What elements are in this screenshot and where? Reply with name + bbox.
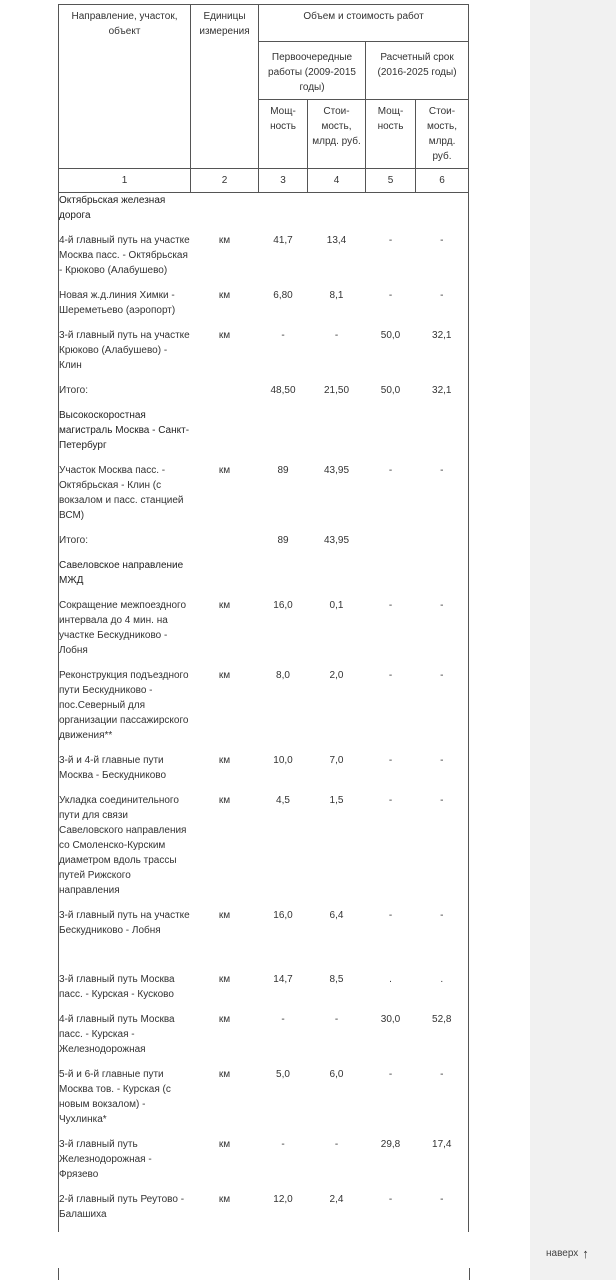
section-title: Высокоскоростная магистраль Москва - Санкт-Петербург: [59, 408, 191, 463]
table-row: [59, 1137, 469, 1192]
power-2009-2015: 41,7: [273, 235, 293, 246]
cost-2016-2025: -: [416, 233, 469, 288]
power-2009-2015: 6,80: [273, 290, 293, 301]
table-row: [59, 598, 469, 668]
unit-cell: км: [218, 795, 231, 806]
power-2016-2025: .: [389, 974, 392, 985]
power-2009-2015: -: [281, 1139, 285, 1150]
cost-2009-2015: 21,50: [323, 385, 350, 396]
cost-2009-2015: -: [334, 1139, 339, 1150]
object-name: 4-й главный путь Москва пасс. - Курская - Железнодорожная: [59, 1012, 191, 1067]
empty-cell: [308, 408, 366, 463]
empty-cell: [191, 193, 259, 234]
cost-2009-2015: 8,5: [329, 974, 344, 985]
total-row: [59, 383, 469, 408]
table-row: [59, 908, 469, 972]
power-2009-2015: 48,50: [270, 385, 296, 396]
cost-2009-2015: 8,1: [329, 290, 344, 301]
scroll-to-top-button[interactable]: [546, 1244, 610, 1262]
cost-2016-2025: .: [416, 972, 469, 1012]
object-name: 5-й и 6-й главные пути Москва тов. - Курская (с новым вокзалом) - Чухлинка*: [59, 1067, 191, 1137]
header-priority-works: Первоочередные работы (2009-2015 годы): [259, 42, 366, 100]
cost-2009-2015: 1,5: [329, 795, 344, 806]
empty-cell: [416, 193, 469, 234]
power-2016-2025: 30,0: [380, 1014, 401, 1025]
empty-cell: [308, 558, 366, 598]
power-2016-2025: -: [388, 290, 393, 301]
header-volume-cost: Объем и стоимость работ: [259, 5, 469, 42]
section-row: [59, 408, 469, 463]
unit-cell: км: [218, 600, 231, 611]
empty-cell: [259, 408, 308, 463]
unit-cell: км: [218, 755, 231, 766]
object-name: Укладка соединительного пути для связи Савеловского направления со Смоленско-Курским диаметром вдоль трассы путей Рижского направления: [59, 793, 191, 908]
section-row: [59, 558, 469, 598]
table-row: [59, 1192, 469, 1232]
cost-2009-2015: 2,0: [329, 670, 344, 681]
cost-2009-2015: 2,4: [329, 1194, 344, 1205]
power-2016-2025: [366, 533, 416, 558]
object-name: 3-й главный путь на участке Крюково (Алабушево) - Клин: [59, 328, 191, 383]
cost-2009-2015: 43,95: [323, 535, 350, 546]
right-margin-pane: [530, 0, 616, 1280]
power-2009-2015: 89: [277, 465, 289, 476]
col-number: 3: [259, 169, 308, 193]
cost-2009-2015: 6,0: [329, 1069, 344, 1080]
empty-cell: [416, 558, 469, 598]
object-name: Реконструкция подъездного пути Бескудниково - пос.Северный для организации пассажирского движения**: [59, 668, 191, 753]
object-name: Итого:: [59, 383, 191, 408]
power-2016-2025: -: [388, 600, 393, 611]
table-row: [59, 463, 469, 533]
unit-cell: км: [218, 1194, 231, 1205]
power-2016-2025: 29,8: [380, 1139, 401, 1150]
section-row: [59, 193, 469, 234]
power-2016-2025: -: [388, 755, 393, 766]
table-row: [59, 753, 469, 793]
cost-2009-2015: 7,0: [329, 755, 344, 766]
cost-2016-2025: [416, 533, 469, 558]
empty-cell: [259, 558, 308, 598]
unit-cell: км: [218, 1069, 231, 1080]
cost-2016-2025: -: [416, 753, 469, 793]
unit-cell: км: [218, 974, 231, 985]
power-2016-2025: 50,0: [380, 385, 401, 396]
cost-2009-2015: 13,4: [326, 235, 347, 246]
header-power-1: Мощ-ность: [259, 100, 308, 169]
total-row: [59, 533, 469, 558]
cost-2009-2015: -: [334, 330, 339, 341]
cost-2009-2015: 43,95: [323, 465, 350, 476]
power-2016-2025: -: [388, 910, 393, 921]
unit-cell: [191, 383, 259, 408]
empty-cell: [259, 193, 308, 234]
col-number: 1: [59, 169, 191, 193]
header-cost-1: Стои-мость, млрд. руб.: [308, 100, 366, 169]
header-units: Единицы измерения: [191, 5, 259, 169]
power-2016-2025: -: [388, 465, 393, 476]
section-title: Савеловское направление МЖД: [59, 558, 191, 598]
power-2016-2025: -: [388, 795, 393, 806]
header-direction: Направление, участок, объект: [59, 5, 191, 169]
unit-cell: км: [218, 670, 231, 681]
header-cost-2: Стои-мость, млрд. руб.: [416, 100, 469, 169]
scroll-to-top-label: наверх: [546, 1247, 579, 1259]
power-2009-2015: 16,0: [273, 600, 293, 611]
empty-cell: [366, 558, 416, 598]
cost-2009-2015: 6,4: [329, 910, 344, 921]
cost-2016-2025: -: [416, 668, 469, 753]
power-2016-2025: 50,0: [380, 330, 401, 341]
power-2009-2015: -: [281, 1014, 285, 1025]
table-row: [59, 233, 469, 288]
empty-cell: [308, 193, 366, 234]
cost-2016-2025: -: [416, 463, 469, 533]
power-2009-2015: 4,5: [276, 795, 290, 806]
object-name: 3-й главный путь Железнодорожная - Фрязево: [59, 1137, 191, 1192]
power-2016-2025: -: [388, 670, 393, 681]
header-power-2: Мощ-ность: [366, 100, 416, 169]
unit-cell: км: [218, 235, 231, 246]
cost-2016-2025: 32,1: [416, 383, 469, 408]
object-name: 3-й главный путь Москва пасс. - Курская - Кусково: [59, 972, 191, 1012]
table-row: [59, 668, 469, 753]
object-name: Сокращение межпоездного интервала до 4 мин. на участке Бескудниково - Лобня: [59, 598, 191, 668]
object-name: 3-й главный путь на участке Бескудниково - Лобня: [59, 908, 191, 972]
unit-cell: км: [218, 1139, 231, 1150]
table-body: [59, 193, 469, 1233]
arrow-up-icon: ↑: [582, 1245, 589, 1261]
power-2009-2015: 16,0: [273, 910, 293, 921]
object-name: 4-й главный путь на участке Москва пасс. - Октябрьская - Крюково (Алабушево): [59, 233, 191, 288]
cost-2016-2025: -: [416, 598, 469, 668]
table-continuation: [58, 1268, 470, 1280]
object-name: 3-й и 4-й главные пути Москва - Бескудниково: [59, 753, 191, 793]
empty-cell: [416, 408, 469, 463]
power-2009-2015: 89: [277, 535, 289, 546]
cost-2009-2015: 0,1: [329, 600, 344, 611]
table-row: [59, 288, 469, 328]
section-title: Октябрьская железная дорога: [59, 193, 191, 234]
power-2009-2015: 8,0: [276, 670, 290, 681]
cost-2016-2025: 32,1: [416, 328, 469, 383]
cost-2016-2025: -: [416, 793, 469, 908]
unit-cell: км: [218, 330, 231, 341]
cost-2016-2025: 52,8: [416, 1012, 469, 1067]
unit-cell: км: [218, 465, 231, 476]
header-estimated-term: Расчетный срок (2016-2025 годы): [366, 42, 469, 100]
works-table: [58, 4, 469, 1232]
power-2009-2015: 10,0: [273, 755, 293, 766]
col-number: 5: [366, 169, 416, 193]
empty-cell: [191, 558, 259, 598]
unit-cell: км: [218, 290, 231, 301]
cost-2016-2025: -: [416, 1067, 469, 1137]
unit-cell: км: [218, 910, 231, 921]
power-2016-2025: -: [388, 235, 393, 246]
object-name: Новая ж.д.линия Химки - Шереметьево (аэропорт): [59, 288, 191, 328]
object-name: 2-й главный путь Реутово - Балашиха: [59, 1192, 191, 1232]
power-2016-2025: -: [388, 1069, 393, 1080]
cost-2016-2025: -: [416, 1192, 469, 1232]
table-row: [59, 972, 469, 1012]
cost-2009-2015: -: [334, 1014, 339, 1025]
table-row: [59, 793, 469, 908]
cost-2016-2025: -: [416, 288, 469, 328]
empty-cell: [191, 408, 259, 463]
col-number: 4: [308, 169, 366, 193]
col-number: 6: [416, 169, 469, 193]
table-row: [59, 1012, 469, 1067]
empty-cell: [366, 408, 416, 463]
power-2009-2015: -: [281, 330, 285, 341]
unit-cell: км: [218, 1014, 231, 1025]
cost-2016-2025: 17,4: [416, 1137, 469, 1192]
power-2009-2015: 5,0: [276, 1069, 290, 1080]
col-number: 2: [191, 169, 259, 193]
object-name: Участок Москва пасс. - Октябрьская - Клин (с вокзалом и пасс. станцией ВСМ): [59, 463, 191, 533]
table-row: [59, 328, 469, 383]
object-name: Итого:: [59, 533, 191, 558]
power-2009-2015: 12,0: [273, 1194, 293, 1205]
power-2016-2025: -: [388, 1194, 393, 1205]
empty-cell: [366, 193, 416, 234]
cost-2016-2025: -: [416, 908, 469, 972]
unit-cell: [191, 533, 259, 558]
power-2009-2015: 14,7: [273, 974, 293, 985]
table-row: [59, 1067, 469, 1137]
